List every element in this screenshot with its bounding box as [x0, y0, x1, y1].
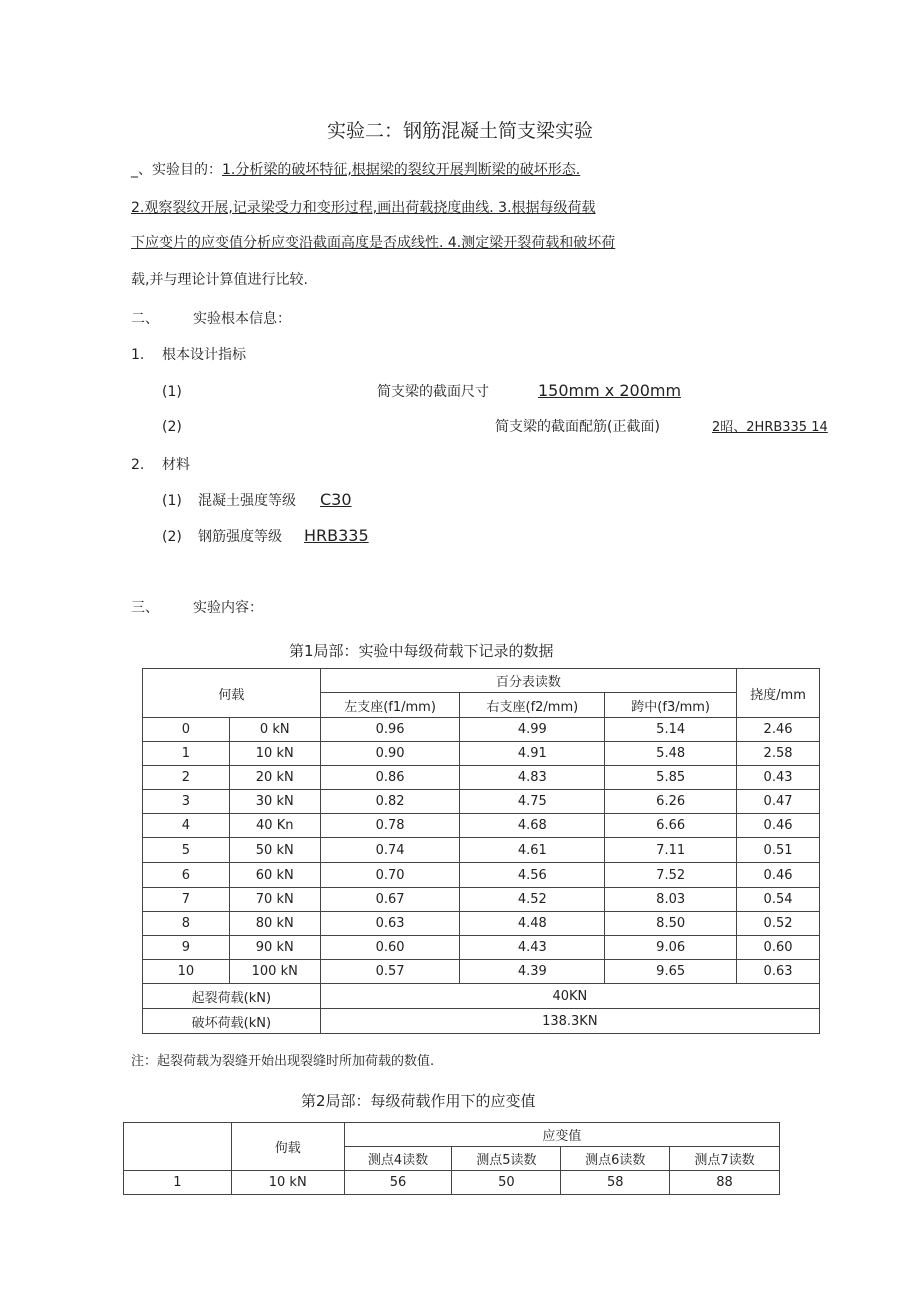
table-row — [143, 766, 820, 790]
left-support-cell: 0.86 — [320, 766, 460, 790]
deflection-cell: 0.46 — [737, 863, 820, 888]
table-row — [124, 1171, 780, 1195]
table-note: 注：起裂荷载为裂缝开始出现裂缝时所加荷载的数值. — [131, 1054, 435, 1069]
left-support-cell: 0.57 — [320, 960, 460, 984]
design-item-2-value: 2昭、2HRB335 14 — [712, 420, 828, 435]
midspan-cell: 7.11 — [605, 838, 737, 863]
load-cell: 30 kN — [229, 790, 320, 814]
design-item-2-label: 简支梁的截面配筋(正截面) — [495, 419, 660, 435]
right-support-cell: 4.61 — [460, 838, 605, 863]
left-support-cell: 0.74 — [320, 838, 460, 863]
material-item-2-value: HRB335 — [304, 526, 369, 545]
midspan-cell: 7.52 — [605, 863, 737, 888]
section-3-heading: 实验内容： — [193, 600, 263, 616]
table-row — [143, 960, 820, 984]
strain-corner-cell — [124, 1123, 232, 1171]
step-cell: 10 — [143, 960, 230, 984]
table-row — [143, 912, 820, 936]
section-2-number: 二、 — [131, 311, 159, 327]
load-header: 何载 — [143, 669, 321, 718]
strain-load-header: 佝载 — [231, 1123, 344, 1171]
left-support-cell: 0.78 — [320, 814, 460, 838]
load-cell: 70 kN — [229, 888, 320, 912]
section-3-number: 三、 — [131, 600, 159, 616]
design-heading: 根本设计指标 — [162, 347, 246, 363]
point-7-header: 测点7读数 — [670, 1147, 780, 1171]
strain-header-row — [124, 1123, 780, 1147]
table-header-row — [143, 669, 820, 693]
step-cell: 5 — [143, 838, 230, 863]
purpose-prefix: _、实验目的： — [131, 162, 222, 178]
purpose-line-2: 2.观察裂纹开展,记录梁受力和变形过程,画出荷载挠度曲线. 3.根据每级荷载 — [131, 200, 596, 216]
left-support-cell: 0.90 — [320, 742, 460, 766]
table-row — [143, 838, 820, 863]
step-cell: 1 — [124, 1171, 232, 1195]
deflection-cell: 0.54 — [737, 888, 820, 912]
right-support-cell: 4.48 — [460, 912, 605, 936]
deflection-header: 挠度/mm — [737, 669, 820, 718]
load-cell: 0 kN — [229, 718, 320, 742]
deflection-cell: 0.47 — [737, 790, 820, 814]
right-support-cell: 4.68 — [460, 814, 605, 838]
table-row — [143, 888, 820, 912]
crack-load-row — [143, 984, 820, 1009]
table-row — [143, 863, 820, 888]
failure-load-row — [143, 1009, 820, 1034]
step-cell: 9 — [143, 936, 230, 960]
table-row — [143, 814, 820, 838]
load-cell: 10 kN — [231, 1171, 344, 1195]
table-row — [143, 718, 820, 742]
table-2-caption: 第2局部：每级荷载作用下的应变值 — [301, 1092, 536, 1110]
step-cell: 8 — [143, 912, 230, 936]
material-number: 2. — [131, 457, 145, 473]
right-support-cell: 4.91 — [460, 742, 605, 766]
load-cell: 40 Kn — [229, 814, 320, 838]
point-7-cell: 88 — [670, 1171, 780, 1195]
load-cell: 50 kN — [229, 838, 320, 863]
page-title: 实验二：钢筋混凝土简支梁实验 — [326, 120, 593, 142]
deflection-cell: 2.46 — [737, 718, 820, 742]
left-support-cell: 0.96 — [320, 718, 460, 742]
strain-table — [123, 1122, 780, 1195]
left-support-cell: 0.63 — [320, 912, 460, 936]
table-row — [143, 936, 820, 960]
purpose-line-3: 下应变片的应变值分析应变沿截面高度是否成线性. 4.测定梁开裂荷载和破坏荷 — [131, 235, 616, 251]
section-2-heading: 实验根本信息： — [193, 311, 291, 327]
right-support-cell: 4.75 — [460, 790, 605, 814]
deflection-cell: 0.46 — [737, 814, 820, 838]
point-4-header: 测点4读数 — [344, 1147, 452, 1171]
midspan-cell: 6.26 — [605, 790, 737, 814]
step-cell: 3 — [143, 790, 230, 814]
midspan-cell: 8.03 — [605, 888, 737, 912]
strain-value-header: 应变值 — [344, 1123, 779, 1147]
step-cell: 2 — [143, 766, 230, 790]
left-support-cell: 0.82 — [320, 790, 460, 814]
left-support-cell: 0.60 — [320, 936, 460, 960]
deflection-cell: 0.60 — [737, 936, 820, 960]
dial-reading-header: 百分表读数 — [320, 669, 736, 693]
failure-load-value: 138.3KN — [320, 1009, 819, 1034]
midspan-cell: 9.65 — [605, 960, 737, 984]
point-5-header: 测点5读数 — [452, 1147, 561, 1171]
purpose-line-1 — [131, 160, 580, 180]
right-support-cell: 4.43 — [460, 936, 605, 960]
midspan-cell: 8.50 — [605, 912, 737, 936]
purpose-text-1: 1.分析梁的破坏特征,根据梁的裂纹开展判断梁的破坏形态. — [222, 162, 581, 178]
material-item-1-label: 混凝土强度等级 — [198, 493, 296, 509]
failure-load-label: 破坏荷载(kN) — [143, 1009, 321, 1034]
right-support-cell: 4.83 — [460, 766, 605, 790]
midspan-cell: 6.66 — [605, 814, 737, 838]
right-support-cell: 4.39 — [460, 960, 605, 984]
step-cell: 6 — [143, 863, 230, 888]
design-item-1-number: (1) — [162, 384, 182, 400]
point-5-cell: 50 — [452, 1171, 561, 1195]
deflection-cell: 2.58 — [737, 742, 820, 766]
design-item-1-label: 简支梁的截面尺寸 — [377, 384, 489, 400]
right-support-cell: 4.99 — [460, 718, 605, 742]
step-cell: 1 — [143, 742, 230, 766]
table-row — [143, 742, 820, 766]
material-item-1-value: C30 — [320, 490, 352, 509]
table-row — [143, 790, 820, 814]
left-support-cell: 0.67 — [320, 888, 460, 912]
load-cell: 60 kN — [229, 863, 320, 888]
design-item-1-value: 150mm x 200mm — [538, 381, 682, 400]
material-heading: 材料 — [162, 457, 190, 473]
right-support-cell: 4.56 — [460, 863, 605, 888]
load-deflection-table — [142, 668, 820, 1034]
load-cell: 90 kN — [229, 936, 320, 960]
table-1-caption: 第1局部：实验中每级荷载下记录的数据 — [289, 642, 554, 660]
design-item-2-number: (2) — [162, 419, 182, 435]
midspan-header: 跨中(f3/mm) — [605, 693, 737, 718]
deflection-cell: 0.52 — [737, 912, 820, 936]
right-support-header: 右支座(f2/mm) — [460, 693, 605, 718]
midspan-cell: 5.14 — [605, 718, 737, 742]
deflection-cell: 0.51 — [737, 838, 820, 863]
point-4-cell: 56 — [344, 1171, 452, 1195]
load-cell: 20 kN — [229, 766, 320, 790]
load-cell: 10 kN — [229, 742, 320, 766]
midspan-cell: 5.85 — [605, 766, 737, 790]
point-6-cell: 58 — [561, 1171, 670, 1195]
material-item-2-number: (2) — [162, 529, 182, 545]
design-number: 1. — [131, 347, 145, 363]
midspan-cell: 9.06 — [605, 936, 737, 960]
step-cell: 0 — [143, 718, 230, 742]
step-cell: 4 — [143, 814, 230, 838]
right-support-cell: 4.52 — [460, 888, 605, 912]
deflection-cell: 0.63 — [737, 960, 820, 984]
purpose-line-4: 载,并与理论计算值进行比较. — [131, 272, 308, 288]
left-support-cell: 0.70 — [320, 863, 460, 888]
crack-load-value: 40KN — [320, 984, 819, 1009]
deflection-cell: 0.43 — [737, 766, 820, 790]
midspan-cell: 5.48 — [605, 742, 737, 766]
crack-load-label: 起裂荷载(kN) — [143, 984, 321, 1009]
material-item-2-label: 钢筋强度等级 — [198, 529, 282, 545]
left-support-header: 左支座(f1/mm) — [320, 693, 460, 718]
step-cell: 7 — [143, 888, 230, 912]
material-item-1-number: (1) — [162, 493, 182, 509]
load-cell: 100 kN — [229, 960, 320, 984]
load-cell: 80 kN — [229, 912, 320, 936]
point-6-header: 测点6读数 — [561, 1147, 670, 1171]
